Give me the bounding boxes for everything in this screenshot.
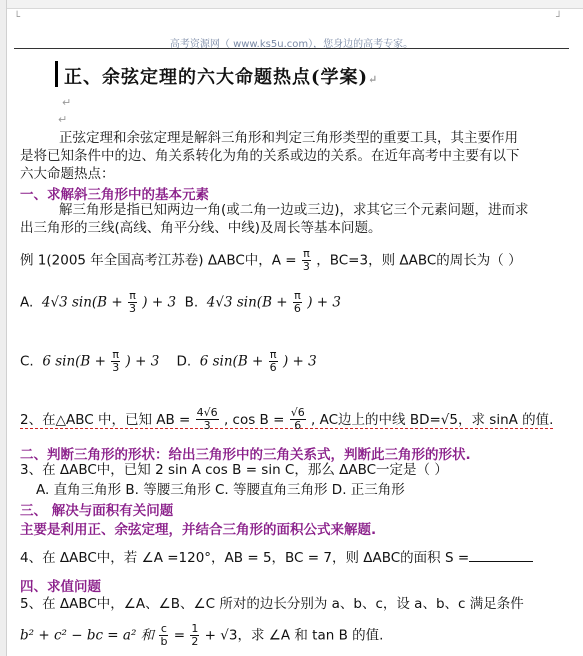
option-a-expr: 4√3 sin(B + [41,294,123,311]
section-1-body-2: 出三角形的三线(高线、角平分线、中线)及周长等基本问题。 [20,220,382,236]
option-c-expr: 6 sin(B + [42,353,106,370]
option-b-tail: ) + 3 [307,294,341,311]
section-1-text: 一、求解斜三角形中的基本元素 [20,187,209,203]
question-3-options: A. 直角三角形 B. 等腰三角形 C. 等腰直角三角形 D. 正三角形 [36,482,405,498]
q2-fraction-cos [290,407,306,432]
option-d-fraction [269,349,278,374]
frac-num: 4√6 [196,406,218,419]
frac-den: 3 [203,419,211,432]
frac-num: π [269,348,277,361]
option-c-fraction [111,349,120,374]
q5-tail: + √3，求 ∠A 和 tan B 的值. [204,627,384,644]
fraction-pi-3 [302,248,311,273]
frac-den: 3 [112,361,120,374]
intro-line-2: 是将已知条件中的边、角关系转化为角的关系或边的关系。在近年高考中主要有以下 [20,148,520,164]
ruler-left [0,0,7,656]
q1-stem-a: 例 1(2005 年全国高考江苏卷) ΔABC中，A = [20,252,297,269]
frac-num: 1 [191,622,199,635]
question-3-stem: 3、在 ΔABC中，已知 2 sin A cos B = sin C，那么 ΔABC一定是（ ） [20,462,448,478]
option-b-fraction [293,290,302,315]
option-c-label: C. [20,353,34,370]
q2-part-c: , AC边上的中线 BD=√5，求 sinA 的值. [311,411,554,428]
frac-num: c [160,622,167,635]
q1-stem-b: ，BC=3，则 ΔABC的周长为（ ） [316,252,522,269]
section-1-body-1: 解三角形是指已知两边一角(或二角一边或三边)，求其它三个元素问题，进而求 [59,202,529,218]
section-3-body: 主要是利用正、余弦定理，并结合三角形的面积公式来解题. [20,522,377,538]
header-divider [14,48,569,49]
frac-den: b [160,635,168,648]
question-1-options-ab [20,290,341,315]
question-4 [20,549,533,567]
frac-num: π [129,289,136,302]
option-b-expr: 4√3 sin(B + [206,294,288,311]
option-a-fraction [128,290,137,315]
return-mark: ↵ [62,96,72,109]
section-4-heading: 四、求值问题 [20,579,101,595]
q2-part-a: 2、在△ABC 中，已知 AB = [20,411,191,428]
option-a-label: A. [20,294,34,311]
return-mark: ↵ [58,113,68,126]
question-2-body [20,406,554,432]
frac-num: π [303,247,310,260]
q4-stem: 4、在 ΔABC中，若 ∠A =120°，AB = 5，BC = 7，则 ΔABC的面积 S = [20,550,470,566]
q5-condition: b² + c² − bc = a² 和 [20,627,155,644]
option-c-tail: ) + 3 [125,353,160,370]
q5-fraction-half [190,623,199,648]
question-5-line-1: 5、在 ΔABC中，∠A、∠B、∠C 所对的边长分别为 a、b、c，设 a、b、c 满足条件 [20,596,524,612]
option-d-expr: 6 sin(B + [199,353,264,370]
frac-den: 3 [129,302,136,315]
return-mark: ↵ [368,73,379,86]
q2-part-b: , cos B = [223,411,285,428]
document-title [64,63,378,89]
q5-equals: = [173,627,190,644]
frac-den: 6 [269,361,277,374]
section-2-heading: 二、判断三角形的形状：给出三角形中的三角关系式，判断此三角形的形状. [20,447,471,463]
question-1-stem [20,248,522,273]
option-d-label: D. [176,353,192,370]
frac-num: π [294,289,301,302]
section-3-heading: 三、 解决与面积有关问题 [20,503,174,519]
frac-den: 2 [191,635,199,648]
question-5-line-2 [20,623,383,648]
corner-mark-left: └ [14,12,21,23]
frac-den: 6 [293,302,301,315]
page-header: 高考资源网（ www.ks5u.com），您身边的高考专家。 [169,39,414,50]
q2-fraction-ab [196,407,219,432]
corner-mark-right: ┘ [556,12,563,23]
option-a-tail: ) + 3 [142,294,177,311]
question-1-options-cd [20,349,317,374]
ruler-top [0,0,583,9]
frac-num: √6 [290,406,305,419]
frac-den: 6 [294,419,302,432]
frac-num: π [112,348,120,361]
option-d-tail: ) + 3 [282,353,317,370]
title-text: 正、余弦定理的六大命题热点(学案) [64,67,369,88]
q5-fraction-cb [159,623,168,648]
frac-den: 3 [302,260,310,273]
intro-line-1: 正弦定理和余弦定理是解斜三角形和判定三角形类型的重要工具，其主要作用 [59,130,518,146]
question-2 [20,407,553,432]
section-1-heading [20,183,209,203]
answer-blank [469,561,533,562]
intro-line-3: 六大命题热点： [20,166,115,182]
option-b-label: B. [184,294,199,311]
